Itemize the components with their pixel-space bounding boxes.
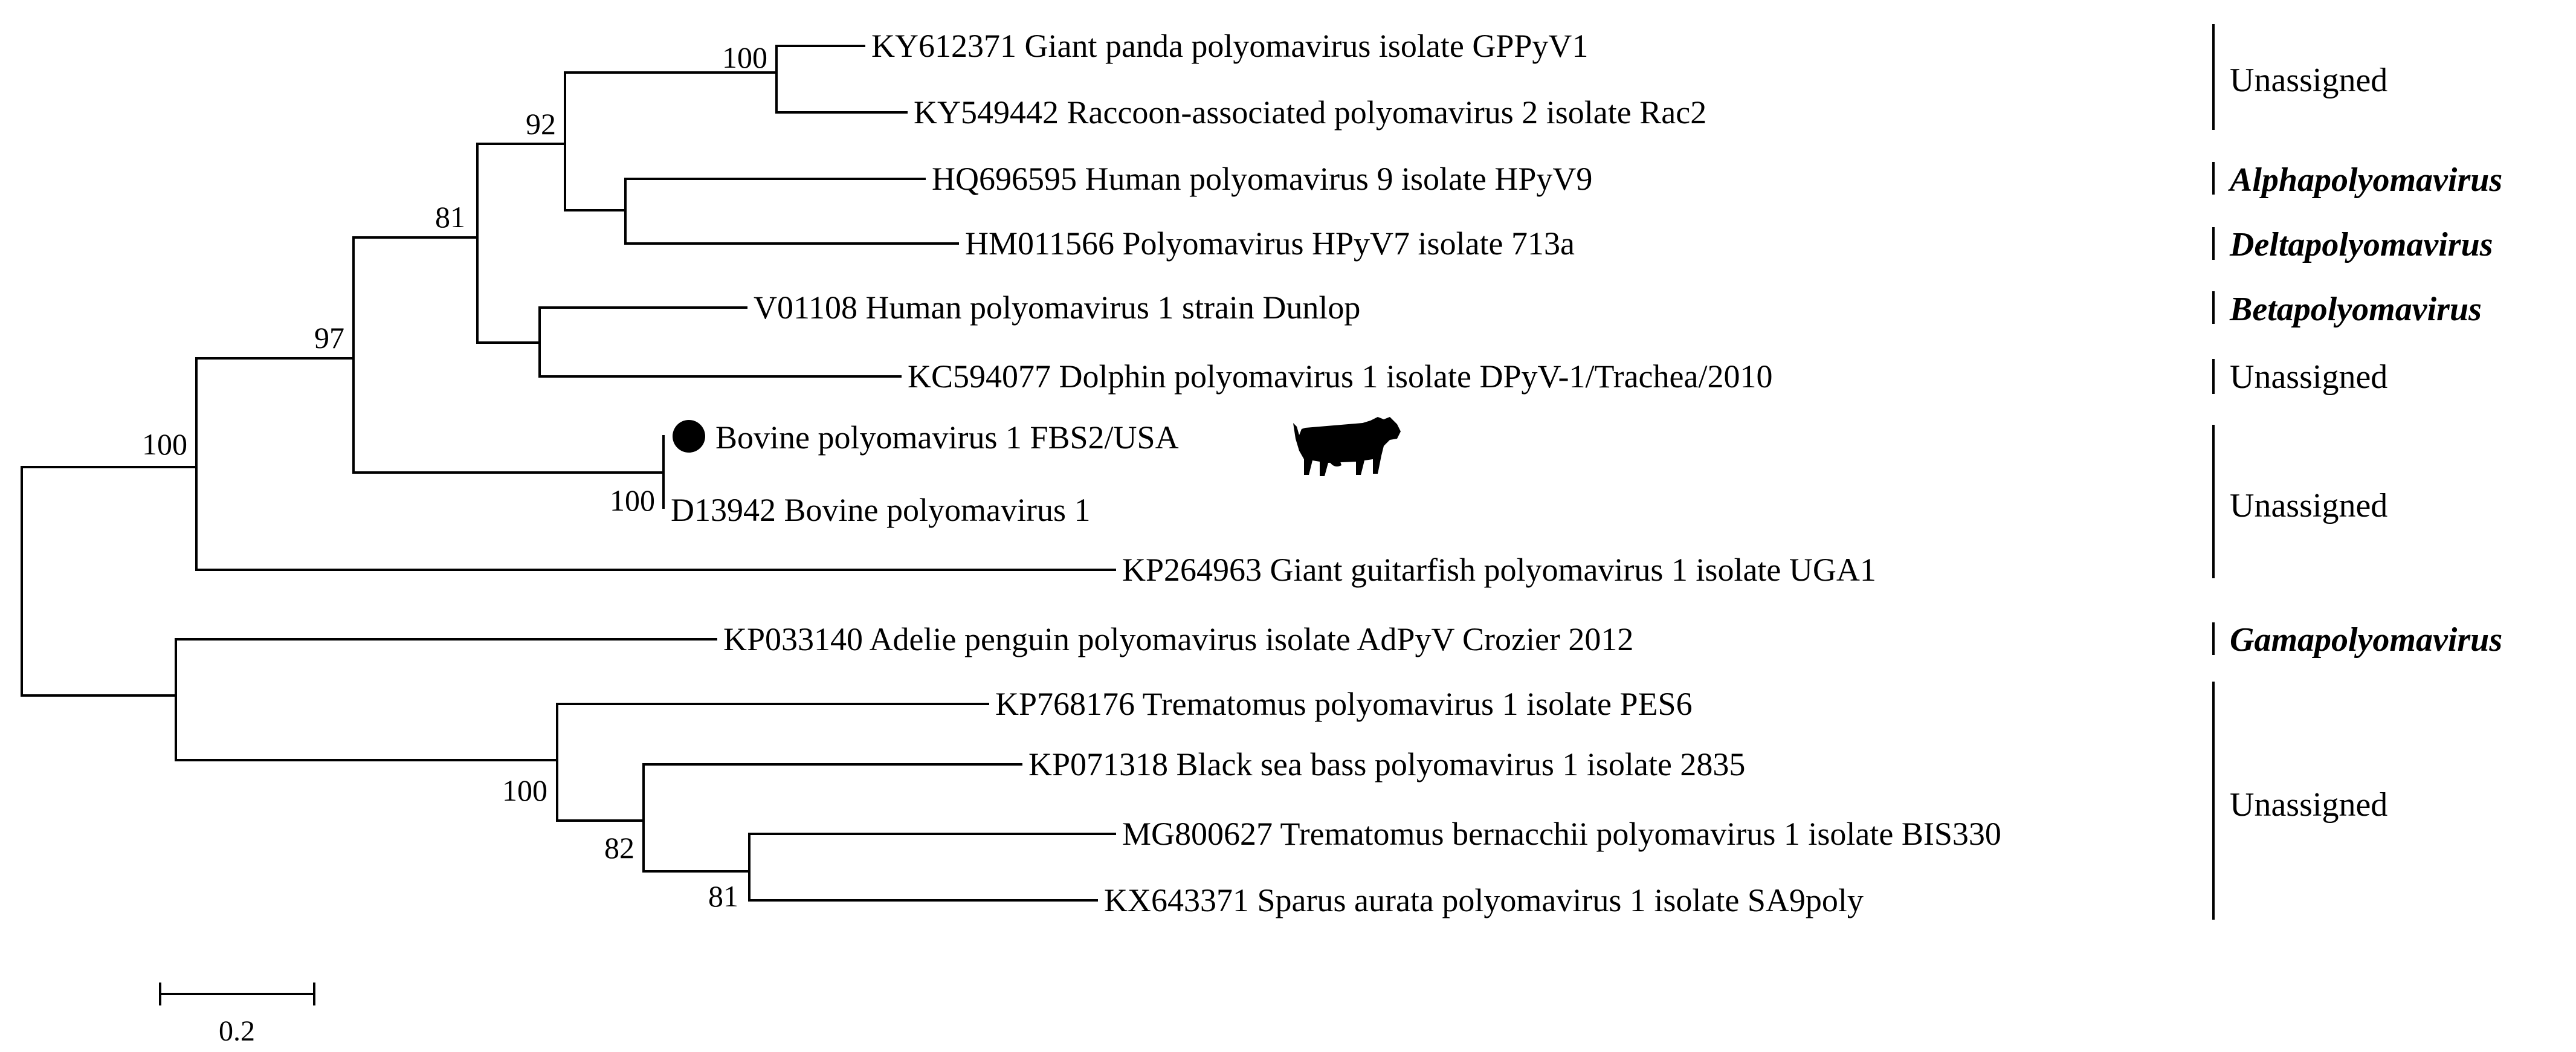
- taxon-labels: [671, 28, 2001, 918]
- filled-circle-marker: [673, 420, 705, 453]
- taxon-accession: KC594077: [908, 358, 1051, 395]
- taxon-name: Bovine polyomavirus 1 FBS2/USA: [715, 419, 1179, 456]
- bootstrap-fish-clade: 100: [502, 773, 547, 807]
- taxon-label: [1028, 746, 1745, 783]
- scale-bar-label: 0.2: [219, 1015, 255, 1047]
- bootstrap-panda-raccoon: 100: [722, 40, 767, 74]
- bootstrap-bass-clade: 82: [604, 831, 634, 865]
- taxon-accession: HQ696595: [932, 161, 1077, 197]
- taxon-accession: HM011566: [965, 225, 1115, 262]
- bootstrap-bernacchii-sparus: 81: [708, 879, 738, 913]
- group-label: Betapolyomavirus: [2230, 291, 2482, 328]
- taxon-label: [671, 492, 1090, 528]
- taxon-accession: KX643371: [1104, 882, 1249, 918]
- taxon-label: [723, 621, 1633, 657]
- taxon-accession: KY549442: [914, 94, 1059, 131]
- group-label: Unassigned: [2230, 358, 2388, 396]
- taxon-accession: V01108: [754, 289, 857, 326]
- taxon-label: [1122, 816, 2001, 852]
- taxon-name: Dolphin polyomavirus 1 isolate DPyV-1/Trachea/2010: [1059, 358, 1773, 395]
- bootstrap-alpha-delta-clade: 92: [526, 107, 556, 141]
- scale-bar: [160, 984, 314, 1047]
- taxon-name: Bovine polyomavirus 1: [784, 492, 1091, 528]
- bootstrap-values: [142, 40, 767, 913]
- taxon-label: [1122, 552, 1876, 588]
- taxon-label: [995, 686, 1693, 722]
- taxon-accession: MG800627: [1122, 816, 1273, 852]
- taxon-name: Trematomus polyomavirus 1 isolate PES6: [1142, 686, 1693, 722]
- taxon-label: [754, 289, 1360, 326]
- taxon-name: Human polyomavirus 9 isolate HPyV9: [1085, 161, 1593, 197]
- taxon-label: [932, 161, 1592, 197]
- bootstrap-root: 100: [142, 427, 187, 461]
- taxon-label: [908, 358, 1772, 395]
- group-label: Unassigned: [2230, 487, 2388, 524]
- taxon-label: [871, 28, 1588, 64]
- taxon-accession: KP768176: [995, 686, 1135, 722]
- taxon-name: Giant guitarfish polyomavirus 1 isolate UGA1: [1270, 552, 1876, 588]
- taxon-name: Giant panda polyomavirus isolate GPPyV1: [1024, 28, 1589, 64]
- bootstrap-primate-clade: 81: [435, 200, 465, 234]
- taxon-label: [965, 225, 1575, 262]
- taxon-accession: KY612371: [871, 28, 1016, 64]
- group-label: Deltapolyomavirus: [2230, 226, 2493, 263]
- taxon-name: Sparus aurata polyomavirus 1 isolate SA9poly: [1257, 882, 1864, 918]
- bootstrap-bovine: 100: [610, 483, 655, 517]
- taxon-name: Black sea bass polyomavirus 1 isolate 2835: [1176, 746, 1746, 783]
- bootstrap-mammal-clade: 97: [314, 321, 344, 355]
- taxon-name: Trematomus bernacchii polyomavirus 1 isolate BIS330: [1280, 816, 2001, 852]
- taxon-label-novel: [715, 419, 1179, 456]
- taxon-accession: D13942: [671, 492, 776, 528]
- taxon-accession: KP071318: [1028, 746, 1169, 783]
- taxon-name: Polyomavirus HPyV7 isolate 713a: [1122, 225, 1575, 262]
- group-label: Unassigned: [2230, 786, 2388, 824]
- taxon-name: Human polyomavirus 1 strain Dunlop: [865, 289, 1361, 326]
- taxon-name: Adelie penguin polyomavirus isolate AdPyV Crozier 2012: [869, 621, 1634, 657]
- group-label: Unassigned: [2230, 62, 2388, 99]
- taxon-name: Raccoon-associated polyomavirus 2 isolate Rac2: [1067, 94, 1707, 131]
- taxon-label: [914, 94, 1706, 131]
- taxon-accession: KP033140: [723, 621, 864, 657]
- group-label: Gamapolyomavirus: [2230, 621, 2503, 659]
- genus-groups: [2213, 25, 2502, 918]
- cow-icon: [1293, 417, 1401, 476]
- group-label: Alphapolyomavirus: [2230, 161, 2503, 199]
- taxon-accession: KP264963: [1122, 552, 1262, 588]
- taxon-label: [1104, 882, 1864, 918]
